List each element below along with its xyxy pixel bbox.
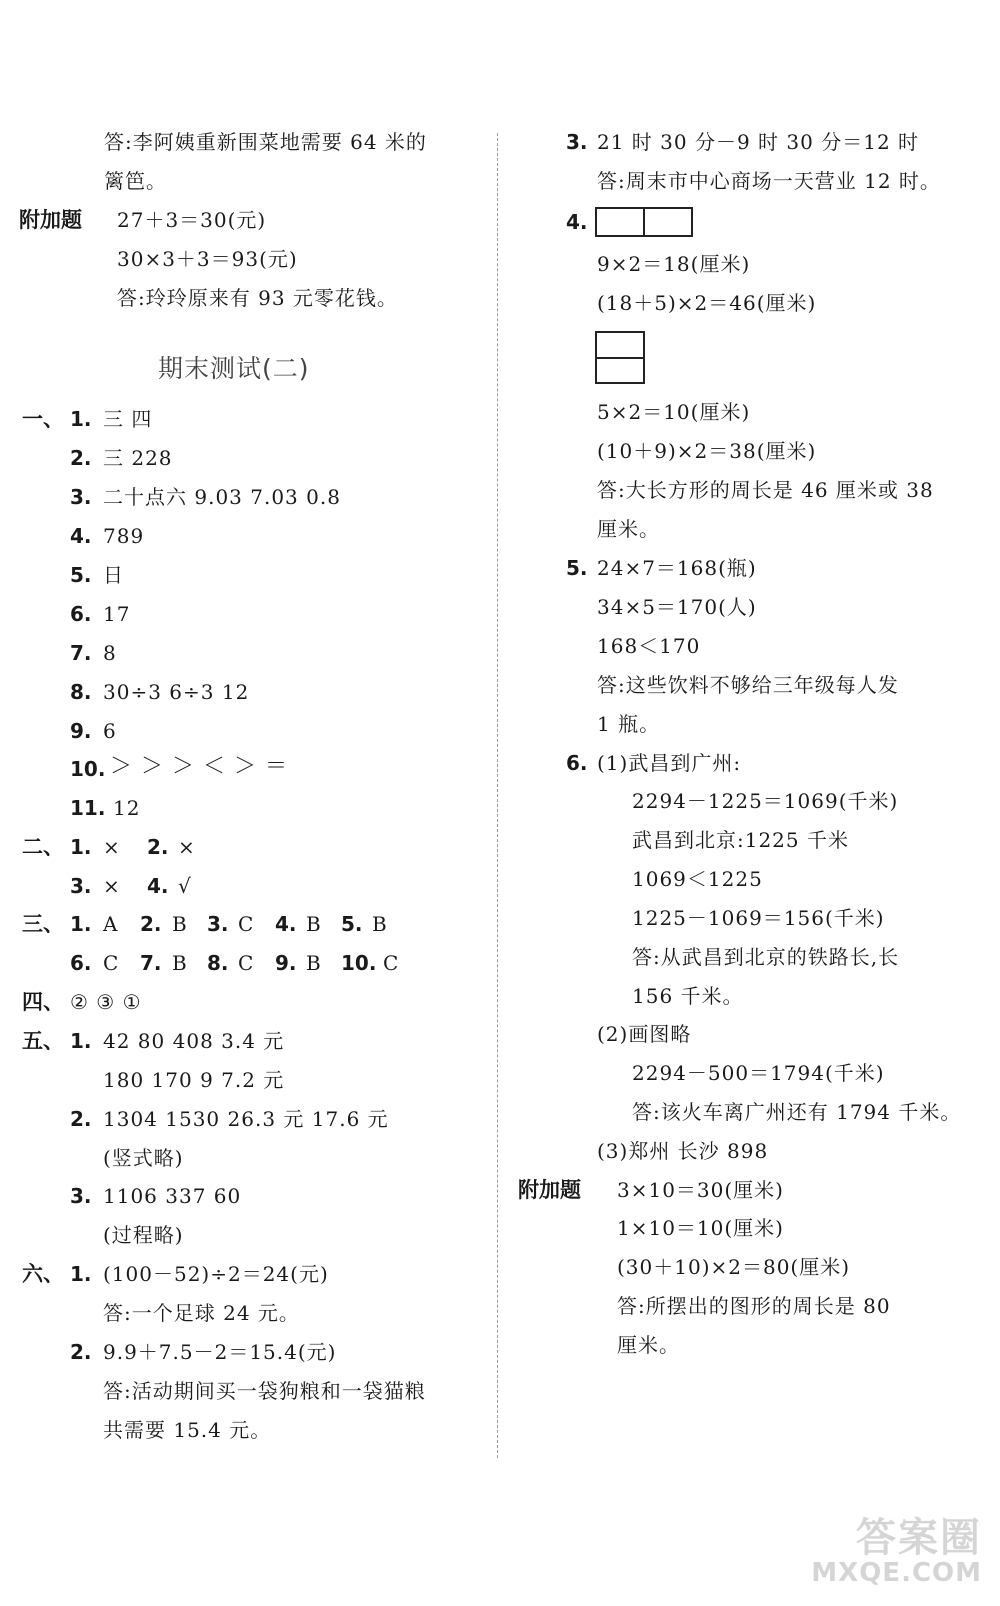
item-answer: 答:这些饮料不够给三年级每人发 bbox=[597, 673, 899, 697]
item-number: 4. bbox=[566, 210, 588, 234]
item-answer: 12 bbox=[113, 796, 141, 820]
item-answer: C bbox=[383, 951, 400, 975]
item-number: 6. bbox=[566, 751, 588, 775]
item-answer: 1069＜1225 bbox=[632, 867, 763, 891]
item-number: 6. bbox=[70, 602, 92, 626]
item-answer: 1225－1069＝156(千米) bbox=[632, 906, 885, 930]
item-answer: 1 瓶。 bbox=[597, 712, 661, 736]
section-label-5: 五、 bbox=[22, 1029, 64, 1053]
item-answer: 共需要 15.4 元。 bbox=[103, 1418, 272, 1442]
item-answer: × bbox=[103, 874, 121, 898]
item-answer: (过程略) bbox=[103, 1223, 184, 1247]
item-answer: C bbox=[238, 951, 255, 975]
bonus-label: 附加题 bbox=[518, 1178, 581, 1202]
rectangle-divider bbox=[643, 209, 645, 235]
item-answer: ＞ ＞ ＞ ＜ ＞ ＝ bbox=[110, 754, 288, 779]
tall-rectangle-figure bbox=[595, 331, 645, 384]
item-number: 10. bbox=[341, 951, 377, 975]
item-number: 1. bbox=[70, 407, 92, 431]
item-number: 1. bbox=[70, 835, 92, 859]
item-answer: 5×2＝10(厘米) bbox=[597, 400, 751, 424]
item-answer: 180 170 9 7.2 元 bbox=[103, 1068, 285, 1092]
item-answer: 168＜170 bbox=[597, 634, 701, 658]
item-number: 6. bbox=[70, 951, 92, 975]
item-number: 5. bbox=[341, 912, 363, 936]
item-answer: C bbox=[103, 951, 120, 975]
answer-line: (30＋10)×2＝80(厘米) bbox=[617, 1255, 851, 1279]
answer-line: 3×10＝30(厘米) bbox=[617, 1178, 784, 1202]
item-answer: 答:大长方形的周长是 46 厘米或 38 bbox=[597, 478, 934, 502]
item-number: 2. bbox=[70, 446, 92, 470]
item-answer: 答:活动期间买一袋狗粮和一袋猫粮 bbox=[103, 1379, 426, 1403]
answer-text: 答:李阿姨重新围菜地需要 64 米的 bbox=[104, 130, 427, 154]
item-answer: × bbox=[178, 835, 196, 859]
item-answer: 日 bbox=[103, 563, 124, 587]
item-answer: 30÷3 6÷3 12 bbox=[103, 680, 250, 704]
item-number: 7. bbox=[140, 951, 162, 975]
item-number: 11. bbox=[70, 796, 106, 820]
item-answer: 答:从武昌到北京的铁路长,长 bbox=[632, 945, 900, 969]
item-answer: 答:周末市中心商场一天营业 12 时。 bbox=[597, 169, 941, 193]
item-answer: (2)画图略 bbox=[597, 1022, 692, 1046]
item-answer: 34×5＝170(人) bbox=[597, 595, 757, 619]
rectangle-divider bbox=[597, 357, 643, 359]
item-answer: B bbox=[172, 951, 188, 975]
item-answer: √ bbox=[178, 874, 192, 898]
item-number: 7. bbox=[70, 641, 92, 665]
item-answer: 二十点六 9.03 7.03 0.8 bbox=[103, 485, 341, 509]
item-answer: 1304 1530 26.3 元 17.6 元 bbox=[103, 1107, 389, 1131]
item-answer: (1)武昌到广州: bbox=[597, 751, 742, 775]
section-label-2: 二、 bbox=[22, 835, 64, 859]
item-number: 2. bbox=[140, 912, 162, 936]
item-answer: 2294－500＝1794(千米) bbox=[632, 1061, 885, 1085]
item-answer: ② ③ ① bbox=[70, 990, 142, 1014]
item-answer: B bbox=[306, 951, 322, 975]
item-answer: 17 bbox=[103, 602, 131, 626]
item-answer: 6 bbox=[103, 719, 117, 743]
section-title: 期末测试(二) bbox=[158, 354, 310, 383]
item-answer: 8 bbox=[103, 641, 117, 665]
item-answer: 789 bbox=[103, 524, 145, 548]
section-label-4: 四、 bbox=[22, 990, 64, 1014]
item-number: 3. bbox=[207, 912, 229, 936]
answer-line: 1×10＝10(厘米) bbox=[617, 1216, 784, 1240]
item-number: 9. bbox=[275, 951, 297, 975]
answer-line: 答:玲玲原来有 93 元零花钱。 bbox=[117, 286, 398, 310]
item-answer: 答:该火车离广州还有 1794 千米。 bbox=[632, 1100, 962, 1124]
item-answer: 答:一个足球 24 元。 bbox=[103, 1301, 300, 1325]
watermark-logo-text: 答案圈 bbox=[856, 1515, 982, 1561]
item-number: 8. bbox=[70, 680, 92, 704]
item-answer: 156 千米。 bbox=[632, 984, 744, 1008]
item-answer: C bbox=[238, 912, 255, 936]
answer-line: 27＋3＝30(元) bbox=[117, 208, 267, 232]
item-answer: (18＋5)×2＝46(厘米) bbox=[597, 291, 817, 315]
item-number: 2. bbox=[147, 835, 169, 859]
item-answer: 9.9＋7.5－2＝15.4(元) bbox=[103, 1340, 337, 1364]
bonus-label: 附加题 bbox=[19, 208, 82, 232]
item-number: 10. bbox=[70, 757, 106, 781]
section-label-6: 六、 bbox=[22, 1262, 64, 1286]
column-divider bbox=[497, 133, 498, 1458]
section-label-1: 一、 bbox=[22, 407, 64, 431]
site-watermark bbox=[802, 1506, 982, 1596]
item-answer: × bbox=[103, 835, 121, 859]
item-number: 3. bbox=[70, 485, 92, 509]
item-answer: 21 时 30 分－9 时 30 分＝12 时 bbox=[597, 130, 920, 154]
answer-line: 30×3＋3＝93(元) bbox=[117, 247, 298, 271]
wide-rectangle-figure bbox=[595, 207, 693, 237]
watermark-url: MXQE.COM bbox=[811, 1558, 982, 1588]
item-number: 2. bbox=[70, 1340, 92, 1364]
item-answer: 24×7＝168(瓶) bbox=[597, 556, 757, 580]
item-answer: B bbox=[372, 912, 388, 936]
item-answer: 厘米。 bbox=[597, 517, 660, 541]
answer-line: 厘米。 bbox=[617, 1333, 680, 1357]
item-answer: 2294－1225＝1069(千米) bbox=[632, 789, 899, 813]
item-answer: (3)郑州 长沙 898 bbox=[597, 1139, 769, 1163]
item-answer: 三 四 bbox=[103, 407, 153, 431]
answer-line: 答:所摆出的图形的周长是 80 bbox=[617, 1294, 891, 1318]
item-number: 3. bbox=[566, 130, 588, 154]
item-number: 4. bbox=[70, 524, 92, 548]
item-answer: 9×2＝18(厘米) bbox=[597, 252, 751, 276]
item-number: 4. bbox=[147, 874, 169, 898]
item-number: 5. bbox=[70, 563, 92, 587]
item-answer: A bbox=[103, 912, 119, 936]
item-answer: 1106 337 60 bbox=[103, 1184, 242, 1208]
item-answer: 三 228 bbox=[103, 446, 173, 470]
item-number: 9. bbox=[70, 719, 92, 743]
item-number: 4. bbox=[275, 912, 297, 936]
item-answer: 武昌到北京:1225 千米 bbox=[632, 828, 849, 852]
item-number: 1. bbox=[70, 1029, 92, 1053]
item-answer: B bbox=[172, 912, 188, 936]
item-number: 3. bbox=[70, 1184, 92, 1208]
item-number: 1. bbox=[70, 912, 92, 936]
item-number: 3. bbox=[70, 874, 92, 898]
item-number: 8. bbox=[207, 951, 229, 975]
section-label-3: 三、 bbox=[22, 912, 64, 936]
answer-text: 篱笆。 bbox=[104, 169, 167, 193]
item-answer: (竖式略) bbox=[103, 1146, 184, 1170]
item-answer: B bbox=[306, 912, 322, 936]
item-number: 1. bbox=[70, 1262, 92, 1286]
item-answer: (10＋9)×2＝38(厘米) bbox=[597, 439, 817, 463]
item-number: 2. bbox=[70, 1107, 92, 1131]
item-answer: (100－52)÷2＝24(元) bbox=[103, 1262, 329, 1286]
item-answer: 42 80 408 3.4 元 bbox=[103, 1029, 285, 1053]
item-number: 5. bbox=[566, 556, 588, 580]
